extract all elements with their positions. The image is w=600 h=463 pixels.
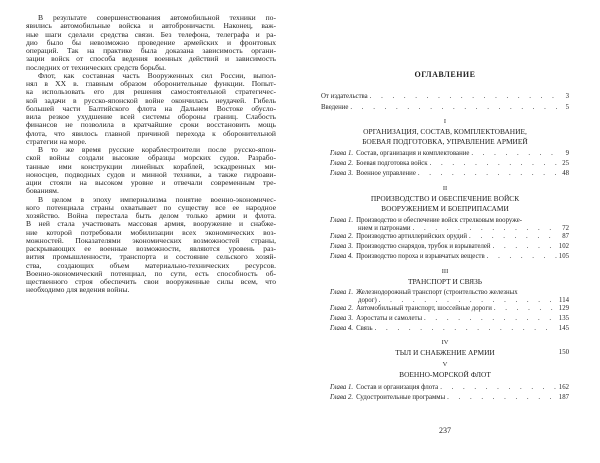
entry-title: От издательства bbox=[321, 93, 368, 100]
part-number: III bbox=[441, 268, 449, 275]
entry-title: Судостроительные программы bbox=[356, 394, 446, 401]
text-line: вила резкое ухудшение всей системы обороны границ. Слабость bbox=[26, 113, 276, 121]
toc-entry-continuation[interactable] bbox=[358, 297, 569, 305]
chapter-label: Глава 4. bbox=[330, 325, 354, 332]
text-line: хозяйство. Война перестала быть делом только армии и флота. bbox=[26, 212, 276, 220]
part-page[interactable]: 150 bbox=[558, 349, 569, 356]
chapter-label: Глава 2. bbox=[330, 305, 354, 312]
text-line: ноносцев, подводных судов и минной техники, а также гидроави- bbox=[26, 170, 276, 179]
entry-page: 25 bbox=[562, 160, 569, 167]
text-line: ации стояли на высоком уровне и отвечали современным тре- bbox=[26, 179, 276, 187]
text-line: щественного строя обеспечить свои вооруженные силы всем, что bbox=[26, 278, 276, 286]
part-title: ТРАНСПОРТ И СВЯЗЬ bbox=[407, 277, 483, 286]
text-line: танные ими конструкции линейных кораблей, эскадренных ми- bbox=[26, 162, 276, 171]
leader-dots bbox=[440, 384, 557, 392]
entry-title: Введение bbox=[321, 104, 349, 111]
chapter-label: Глава 1. bbox=[330, 150, 354, 157]
entry-page: 48 bbox=[562, 170, 569, 177]
entry-title: Военное управление bbox=[356, 170, 416, 177]
chapter-label: Глава 1. bbox=[330, 384, 354, 391]
entry-page: 129 bbox=[558, 305, 569, 312]
entry-page: 187 bbox=[558, 394, 569, 401]
entry-title: Боевая подготовка войск bbox=[356, 160, 428, 167]
text-line: кой задачи в русско-японской войне окончилась неудачей. Гибель bbox=[26, 96, 276, 105]
leader-dots bbox=[493, 243, 557, 251]
entry-title: Железнодорожный транспорт (строительство железных bbox=[356, 289, 518, 296]
entry-title: Связь bbox=[356, 325, 373, 332]
text-line: большей части Балтийского флота на Дальнем Востоке обусло- bbox=[26, 104, 276, 113]
text-line: вития промышленности, транспорта и состояние сельского хозяй- bbox=[26, 253, 276, 262]
entry-page: 145 bbox=[558, 325, 569, 332]
part-number: II bbox=[442, 185, 448, 192]
leader-dots bbox=[379, 297, 557, 305]
entry-title: Аэростаты и самолеты bbox=[356, 315, 423, 322]
text-line: Флот, как составная часть Вооруженных сил России, выпол- bbox=[38, 71, 276, 80]
entry-page: 102 bbox=[558, 243, 569, 250]
text-line: нял в XX в. главным образом оборонительные функции. Попыт- bbox=[26, 80, 276, 88]
chapter-label: Глава 3. bbox=[330, 243, 354, 250]
chapter-label: Глава 3. bbox=[330, 170, 354, 177]
text-line: ской войны создали высокие образцы морских судов. Разрабо- bbox=[26, 154, 276, 163]
leader-dots bbox=[375, 325, 557, 333]
part-title: ПРОИЗВОДСТВО И ОБЕСПЕЧЕНИЕ ВОЙСК bbox=[370, 194, 520, 203]
toc-entry[interactable] bbox=[330, 160, 569, 168]
entry-title: Производство пороха и взрывчатых веществ bbox=[356, 253, 485, 260]
text-line: В ней стала участвовать массовая армия, вооружение и снабже- bbox=[26, 220, 276, 229]
text-line: финансов не позволила в кратчайшие сроки восстановить мощь bbox=[26, 121, 276, 130]
toc-entry-continuation[interactable] bbox=[358, 225, 569, 233]
toc-entry[interactable] bbox=[330, 315, 569, 323]
text-line: флота, что явилось главной причиной перехода к оборонительной bbox=[26, 129, 276, 138]
text-line: раскрывающих ее военные возможности, являются уровень раз- bbox=[26, 245, 276, 253]
toc-entry[interactable] bbox=[330, 384, 569, 392]
text-line: Военно-экономический потенциал, по сути, есть способность об- bbox=[26, 269, 276, 278]
leader-dots bbox=[418, 170, 557, 178]
toc-entry[interactable] bbox=[330, 253, 569, 261]
leader-dots bbox=[350, 104, 557, 112]
text-line: необходимо для ведения войны. bbox=[26, 286, 130, 295]
part-number: I bbox=[443, 118, 447, 125]
entry-title: Производство артиллерийских орудий bbox=[356, 233, 468, 240]
text-line: В результате совершенствования автомобильной техники по- bbox=[38, 14, 276, 22]
part-title: ВООРУЖЕНИЕМ И БОЕПРИПАСАМИ bbox=[381, 204, 509, 213]
text-line: ка использовать его для решения самостоятельной стратегичес- bbox=[26, 88, 276, 97]
part-title: ОРГАНИЗАЦИЯ, СОСТАВ, КОМПЛЕКТОВАНИЕ, bbox=[363, 127, 527, 136]
toc-entry[interactable] bbox=[330, 150, 569, 158]
text-line: явились автомобильные войска и автоброничасти. Наконец, важ- bbox=[26, 22, 276, 31]
text-line: стратегии на море. bbox=[26, 137, 87, 146]
text-line: В целом в эпоху империализма понятие военно-экономичес- bbox=[38, 195, 276, 204]
toc-entry[interactable] bbox=[330, 217, 569, 225]
entry-page: 162 bbox=[558, 384, 569, 391]
leader-dots bbox=[494, 305, 557, 313]
entry-page: 105 bbox=[558, 253, 569, 260]
toc-title: ОГЛАВЛЕНИЕ bbox=[414, 70, 476, 79]
chapter-label: Глава 4. bbox=[330, 253, 354, 260]
text-line: зации войск от способа ведения военных действий и зависимость bbox=[26, 55, 276, 64]
text-line: кого потенциала страны охватывает по существу все ее народное bbox=[26, 203, 276, 212]
text-line: последних от технических средств борьбы. bbox=[26, 63, 167, 72]
toc-entry[interactable] bbox=[330, 305, 569, 313]
toc-entry[interactable] bbox=[330, 170, 569, 178]
text-line: ние которой потребовали мобилизации всех экономических воз- bbox=[26, 228, 276, 237]
text-line: ные шаги сделали средства связи. Без телефона, телеграфа и ра- bbox=[26, 30, 276, 39]
part-title: ТЫЛ И СНАБЖЕНИЕ АРМИИ bbox=[395, 348, 495, 357]
part-title: БОЕВАЯ ПОДГОТОВКА, УПРАВЛЕНИЕ АРМИЕЙ bbox=[362, 137, 528, 146]
entry-page: 135 bbox=[558, 315, 569, 322]
entry-page: 87 bbox=[562, 233, 569, 240]
text-line: можностей. Показателями экономических возможностей страны, bbox=[26, 236, 276, 245]
text-line: ства, создающих объем материально-технических ресурсов. bbox=[26, 261, 276, 270]
chapter-label: Глава 2. bbox=[330, 394, 354, 401]
chapter-label: Глава 3. bbox=[330, 315, 354, 322]
toc-entry[interactable] bbox=[330, 325, 569, 333]
chapter-label: Глава 1. bbox=[330, 217, 354, 224]
leader-dots bbox=[471, 150, 557, 158]
text-line: операций. Так на практике была доказана зависимость органи- bbox=[26, 47, 276, 55]
leader-dots bbox=[447, 394, 557, 402]
entry-title-continued: дорог) bbox=[358, 297, 377, 304]
toc-entry[interactable] bbox=[330, 233, 569, 241]
leader-dots bbox=[430, 160, 557, 168]
entry-page: 114 bbox=[559, 297, 569, 304]
part-title: ВОЕННО-МОРСКОЙ ФЛОТ bbox=[399, 370, 491, 379]
chapter-label: Глава 2. bbox=[330, 233, 354, 240]
toc-entry[interactable] bbox=[330, 243, 569, 251]
entry-title: Производство снарядов, трубок и взрывателей bbox=[356, 243, 491, 250]
part-number: V bbox=[442, 361, 448, 368]
chapter-label: Глава 2. bbox=[330, 160, 354, 167]
leader-dots bbox=[424, 315, 557, 323]
text-line: бованиям. bbox=[26, 187, 59, 196]
entry-title-continued: нием и патронами bbox=[358, 225, 411, 232]
leader-dots bbox=[487, 253, 557, 261]
text-line: В то же время русские кораблестроители после русско-япон- bbox=[38, 146, 276, 154]
entry-title: Производство и обеспечение войск стрелковым вооруже- bbox=[356, 217, 523, 224]
entry-page: 9 bbox=[565, 150, 569, 157]
left-page-text bbox=[26, 14, 276, 295]
page-number: 237 bbox=[439, 426, 451, 435]
toc-entry[interactable] bbox=[321, 104, 569, 112]
toc-entry[interactable] bbox=[330, 394, 569, 402]
chapter-label: Глава 1. bbox=[330, 289, 354, 296]
leader-dots bbox=[469, 233, 557, 241]
entry-page: 72 bbox=[562, 225, 569, 232]
leader-dots bbox=[370, 93, 557, 101]
toc-entry[interactable] bbox=[321, 93, 569, 101]
text-line: дио было бы невозможно проведение армейских и фронтовых bbox=[26, 38, 276, 47]
entry-page: 5 bbox=[565, 104, 569, 111]
entry-title: Состав, организация и комплектование bbox=[356, 150, 470, 157]
leader-dots bbox=[413, 225, 557, 233]
entry-title: Автомобильный транспорт, шоссейные дороги bbox=[356, 305, 492, 312]
toc-entry[interactable] bbox=[330, 289, 569, 297]
part-number: IV bbox=[441, 339, 449, 346]
entry-page: 3 bbox=[565, 93, 569, 100]
entry-title: Состав и организация флота bbox=[356, 384, 439, 391]
